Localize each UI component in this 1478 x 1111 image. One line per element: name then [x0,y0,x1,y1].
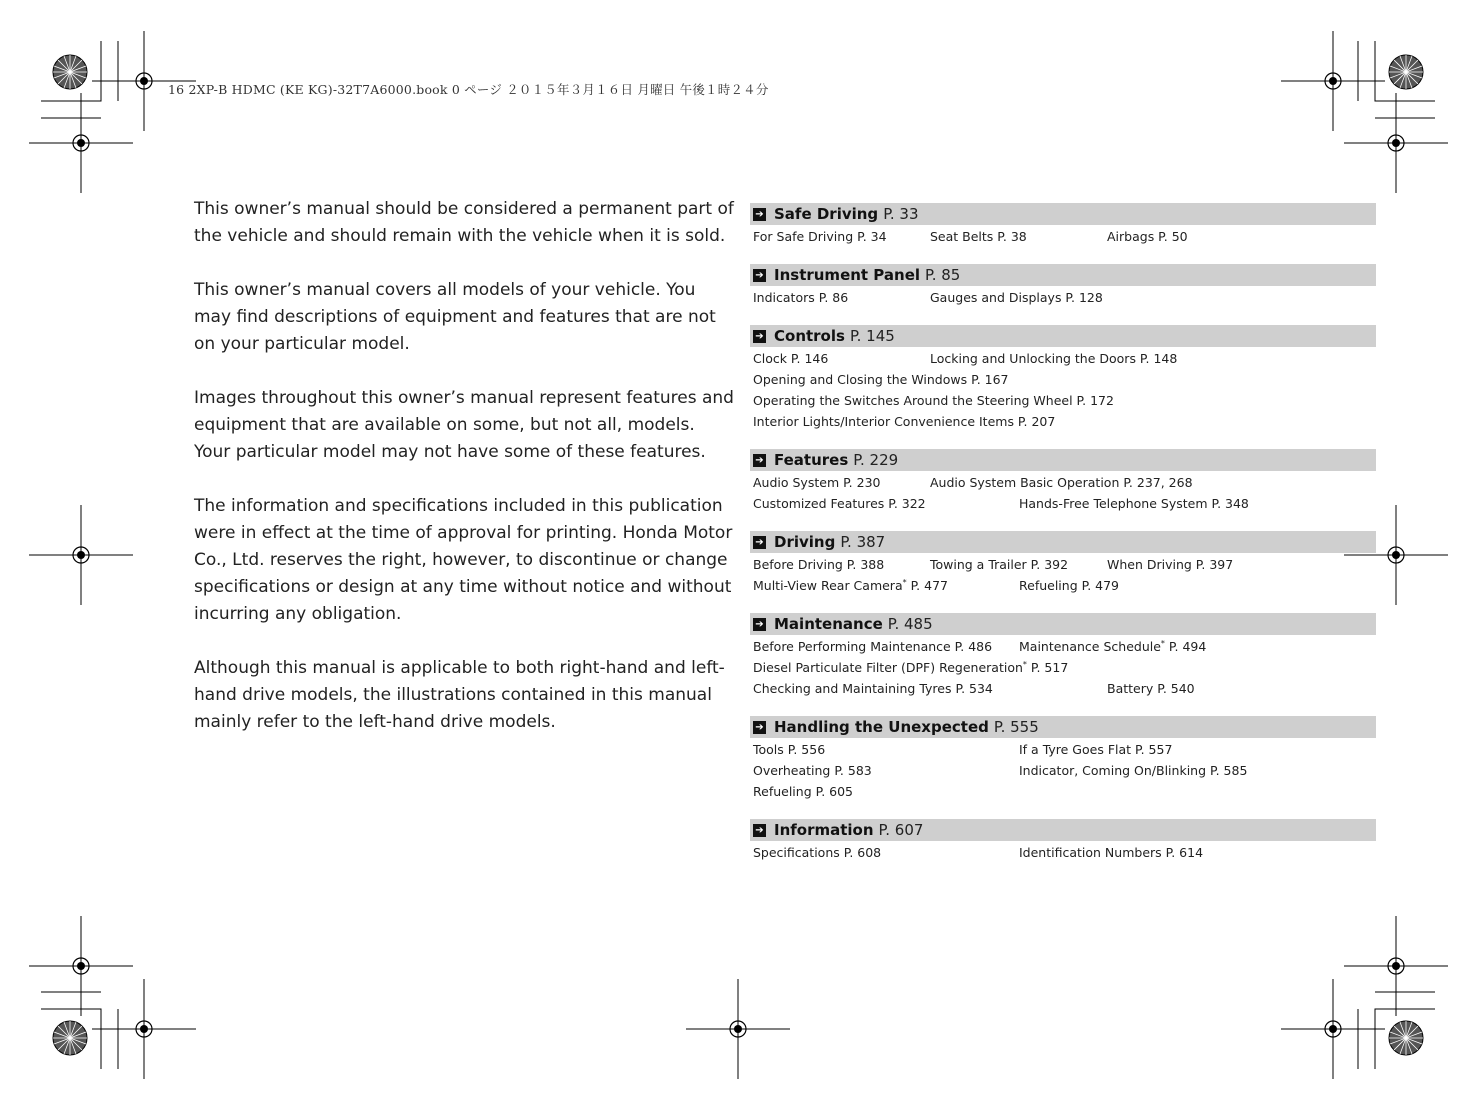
toc-link-maintenance-schedule[interactable]: Maintenance Schedule* P. 494 [1019,639,1207,655]
intro-text [194,196,734,763]
section-title: Instrument Panel [774,266,921,284]
arrow-icon: ➔ [753,721,766,734]
arrow-icon: ➔ [753,269,766,282]
section-header[interactable] [750,716,1376,738]
section-title: Controls [774,327,845,345]
toc-link[interactable]: Airbags P. 50 [1107,229,1188,244]
intro-paragraph-4: The information and specifications included in this publication were in effect at the time of approval for printing. Honda Motor Co., Ltd. reserves the right, however, to discontinue or change specifications or design at any time without notice and without incurring any obligation. [194,496,733,624]
toc-link[interactable]: Gauges and Displays P. 128 [930,290,1103,305]
section-title: Handling the Unexpected [774,718,989,736]
section-title: Features [774,451,849,469]
toc-section-information [750,819,1376,862]
section-page: P. 555 [993,718,1039,736]
toc-link[interactable]: Locking and Unlocking the Doors P. 148 [930,351,1178,366]
section-page: P. 145 [849,327,895,345]
toc-link[interactable]: Interior Lights/Interior Convenience Items P. 207 [753,414,1056,429]
table-of-contents [750,203,1376,880]
section-header[interactable] [750,613,1376,635]
section-title: Maintenance [774,615,883,633]
intro-paragraph-2: This owner’s manual covers all models of your vehicle. You may find descriptions of equipment and features that are not on your particular model. [194,280,716,354]
toc-link[interactable]: Audio System P. 230 [753,475,881,490]
section-title: Information [774,821,874,839]
toc-link[interactable]: Seat Belts P. 38 [930,229,1027,244]
toc-link[interactable]: Battery P. 540 [1107,681,1195,696]
toc-link[interactable]: Operating the Switches Around the Steering Wheel P. 172 [753,393,1114,408]
section-page: P. 229 [853,451,899,469]
toc-link[interactable]: If a Tyre Goes Flat P. 557 [1019,742,1173,757]
section-page: P. 485 [887,615,933,633]
intro-paragraph-5: Although this manual is applicable to both right-hand and left-hand drive models, the illustrations contained in this manual mainly refer to the left-hand drive models. [194,658,725,732]
toc-link[interactable]: For Safe Driving P. 34 [753,229,887,244]
section-header[interactable] [750,203,1376,225]
toc-link[interactable]: Refueling P. 605 [753,784,853,799]
section-header[interactable] [750,264,1376,286]
toc-section-maintenance [750,613,1376,698]
toc-section-driving [750,531,1376,595]
section-page: P. 33 [883,205,919,223]
toc-link[interactable]: Refueling P. 479 [1019,578,1119,593]
toc-link[interactable]: Before Driving P. 388 [753,557,885,572]
section-header[interactable] [750,531,1376,553]
arrow-icon: ➔ [753,208,766,221]
toc-link[interactable]: Overheating P. 583 [753,763,872,778]
toc-link[interactable]: Indicators P. 86 [753,290,849,305]
toc-link[interactable]: Towing a Trailer P. 392 [930,557,1069,572]
section-page: P. 607 [878,821,924,839]
section-title: Driving [774,533,836,551]
section-page: P. 85 [925,266,961,284]
toc-link[interactable]: When Driving P. 397 [1107,557,1234,572]
toc-link[interactable]: Customized Features P. 322 [753,496,926,511]
arrow-icon: ➔ [753,536,766,549]
section-header[interactable] [750,449,1376,471]
toc-section-features [750,449,1376,513]
intro-paragraph-3: Images throughout this owner’s manual represent features and equipment that are available on some, but not all, models. Your particular model may not have some of these features. [194,388,734,462]
toc-section-safe-driving [750,203,1376,246]
toc-link[interactable]: Tools P. 556 [753,742,826,757]
section-header[interactable] [750,325,1376,347]
toc-link[interactable]: Identification Numbers P. 614 [1019,845,1204,860]
toc-link[interactable]: Specifications P. 608 [753,845,882,860]
toc-link-rear-camera[interactable]: Multi-View Rear Camera* P. 477 [753,578,948,594]
toc-link[interactable]: Opening and Closing the Windows P. 167 [753,372,1009,387]
arrow-icon: ➔ [753,618,766,631]
toc-link[interactable]: Checking and Maintaining Tyres P. 534 [753,681,993,696]
toc-section-instrument-panel [750,264,1376,307]
toc-link[interactable]: Audio System Basic Operation P. 237, 268 [930,475,1193,490]
toc-link[interactable]: Hands-Free Telephone System P. 348 [1019,496,1249,511]
toc-link-dpf[interactable]: Diesel Particulate Filter (DPF) Regeneration* P. 517 [753,660,1069,676]
print-header: 16 2XP-B HDMC (KE KG)-32T7A6000.book 0 ページ ２０１５年３月１６日 月曜日 午後１時２４分 [168,82,769,97]
section-header[interactable] [750,819,1376,841]
toc-section-controls [750,325,1376,431]
toc-link[interactable]: Indicator, Coming On/Blinking P. 585 [1019,763,1248,778]
arrow-icon: ➔ [753,824,766,837]
intro-paragraph-1: This owner’s manual should be considered a permanent part of the vehicle and should remain with the vehicle when it is sold. [194,199,734,246]
section-title: Safe Driving [774,205,879,223]
toc-section-handling [750,716,1376,801]
section-page: P. 387 [840,533,886,551]
toc-link[interactable]: Before Performing Maintenance P. 486 [753,639,993,654]
arrow-icon: ➔ [753,330,766,343]
arrow-icon: ➔ [753,454,766,467]
toc-link[interactable]: Clock P. 146 [753,351,829,366]
